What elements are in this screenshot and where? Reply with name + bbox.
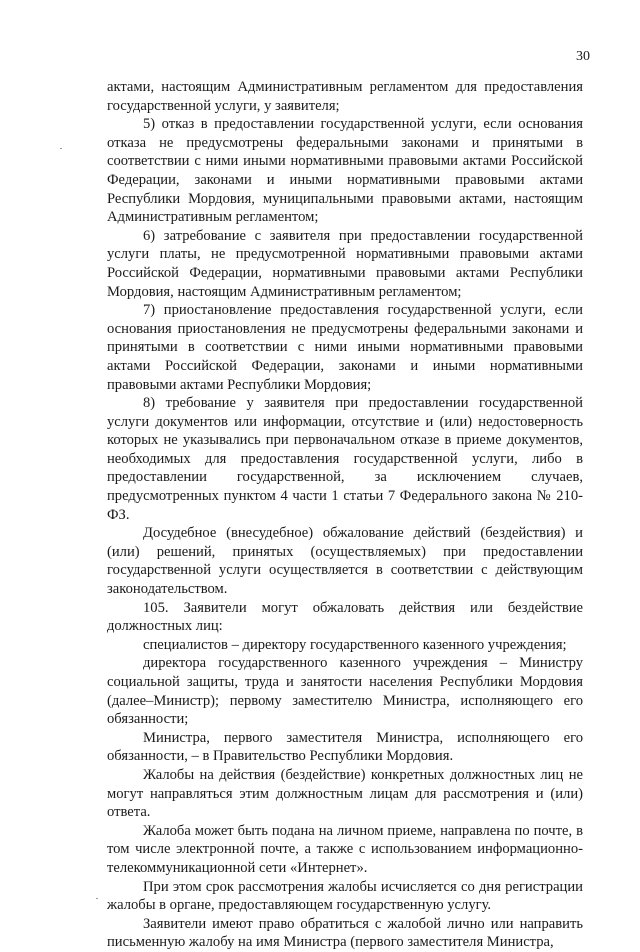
- paragraph: 7) приостановление предоставления государственной услуги, если основания приостановления не предусмотрены федеральными законами и принятыми в соответствии с ними иными нормативными правовыми актами Российской Федерации, законами и иными нормативными правовыми актами Республики Мордовия;: [107, 302, 583, 393]
- page-number: 30: [576, 49, 590, 64]
- paragraph: специалистов – директору государственного казенного учреждения;: [143, 636, 567, 653]
- paragraph: 5) отказ в предоставлении государственной услуги, если основания отказа не предусмотрены федеральными законами и принятыми в соответствии с ними иными нормативными правовыми актами Российской Федерации, законами и иными нормативными правовыми актами Республики Мордовия, муниципальными правовыми актами, настоящим Административным регламентом;: [107, 116, 583, 226]
- paragraph: Жалобы на действия (бездействие) конкретных должностных лиц не могут направляться этим должностным лицам для рассмотрения и (или) ответа.: [107, 766, 583, 821]
- body-text: [107, 78, 583, 952]
- paragraph: 105. Заявители могут обжаловать действия или бездействие должностных лиц:: [107, 599, 583, 635]
- scan-speck: [96, 898, 98, 899]
- paragraph: При этом срок рассмотрения жалобы исчисляется со дня регистрации жалобы в органе, предоставляющем государственную услугу.: [107, 878, 583, 914]
- paragraph: директора государственного казенного учреждения – Министру социальной защиты, труда и занятости населения Республики Мордовия (далее–Министр); первому заместителю Министра, исполняющего его обязанности;: [107, 655, 583, 728]
- paragraph: 6) затребование с заявителя при предоставлении государственной услуги платы, не предусмотренной нормативными правовыми актами Российской Федерации, нормативными правовыми актами Республики Мордовия, настоящим Административным регламентом;: [107, 227, 583, 300]
- paragraph: актами, настоящим Административным регламентом для предоставления государственной услуги, у заявителя;: [107, 79, 583, 114]
- paragraph: Жалоба может быть подана на личном приеме, направлена по почте, в том числе электронной почте, а также с использованием информационно-телекоммуникационной сети «Интернет».: [107, 822, 583, 876]
- paragraph: Заявители имеют право обратиться с жалобой лично или направить письменную жалобу на имя Министра (первого заместителя Министра,: [107, 915, 583, 951]
- scan-speck: [60, 148, 62, 149]
- paragraph: Досудебное (внесудебное) обжалование действий (бездействия) и (или) решений, принятых (осуществляемых) при предоставлении государственной услуги осуществляется в соответствии с действующим законодательством.: [107, 525, 583, 598]
- paragraph: Министра, первого заместителя Министра, исполняющего его обязанности, – в Правительство Республики Мордовия.: [107, 729, 583, 765]
- paragraph: 8) требование у заявителя при предоставлении государственной услуги документов или информации, отсутствие и (или) недостоверность которых не указывались при первоначальном отказе в приеме документов, необходимых для предоставления государственной услуги, либо в предоставлении государственной, за исключением случаев, предусмотренных пунктом 4 части 1 статьи 7 Федерального закона № 210-ФЗ.: [107, 395, 583, 523]
